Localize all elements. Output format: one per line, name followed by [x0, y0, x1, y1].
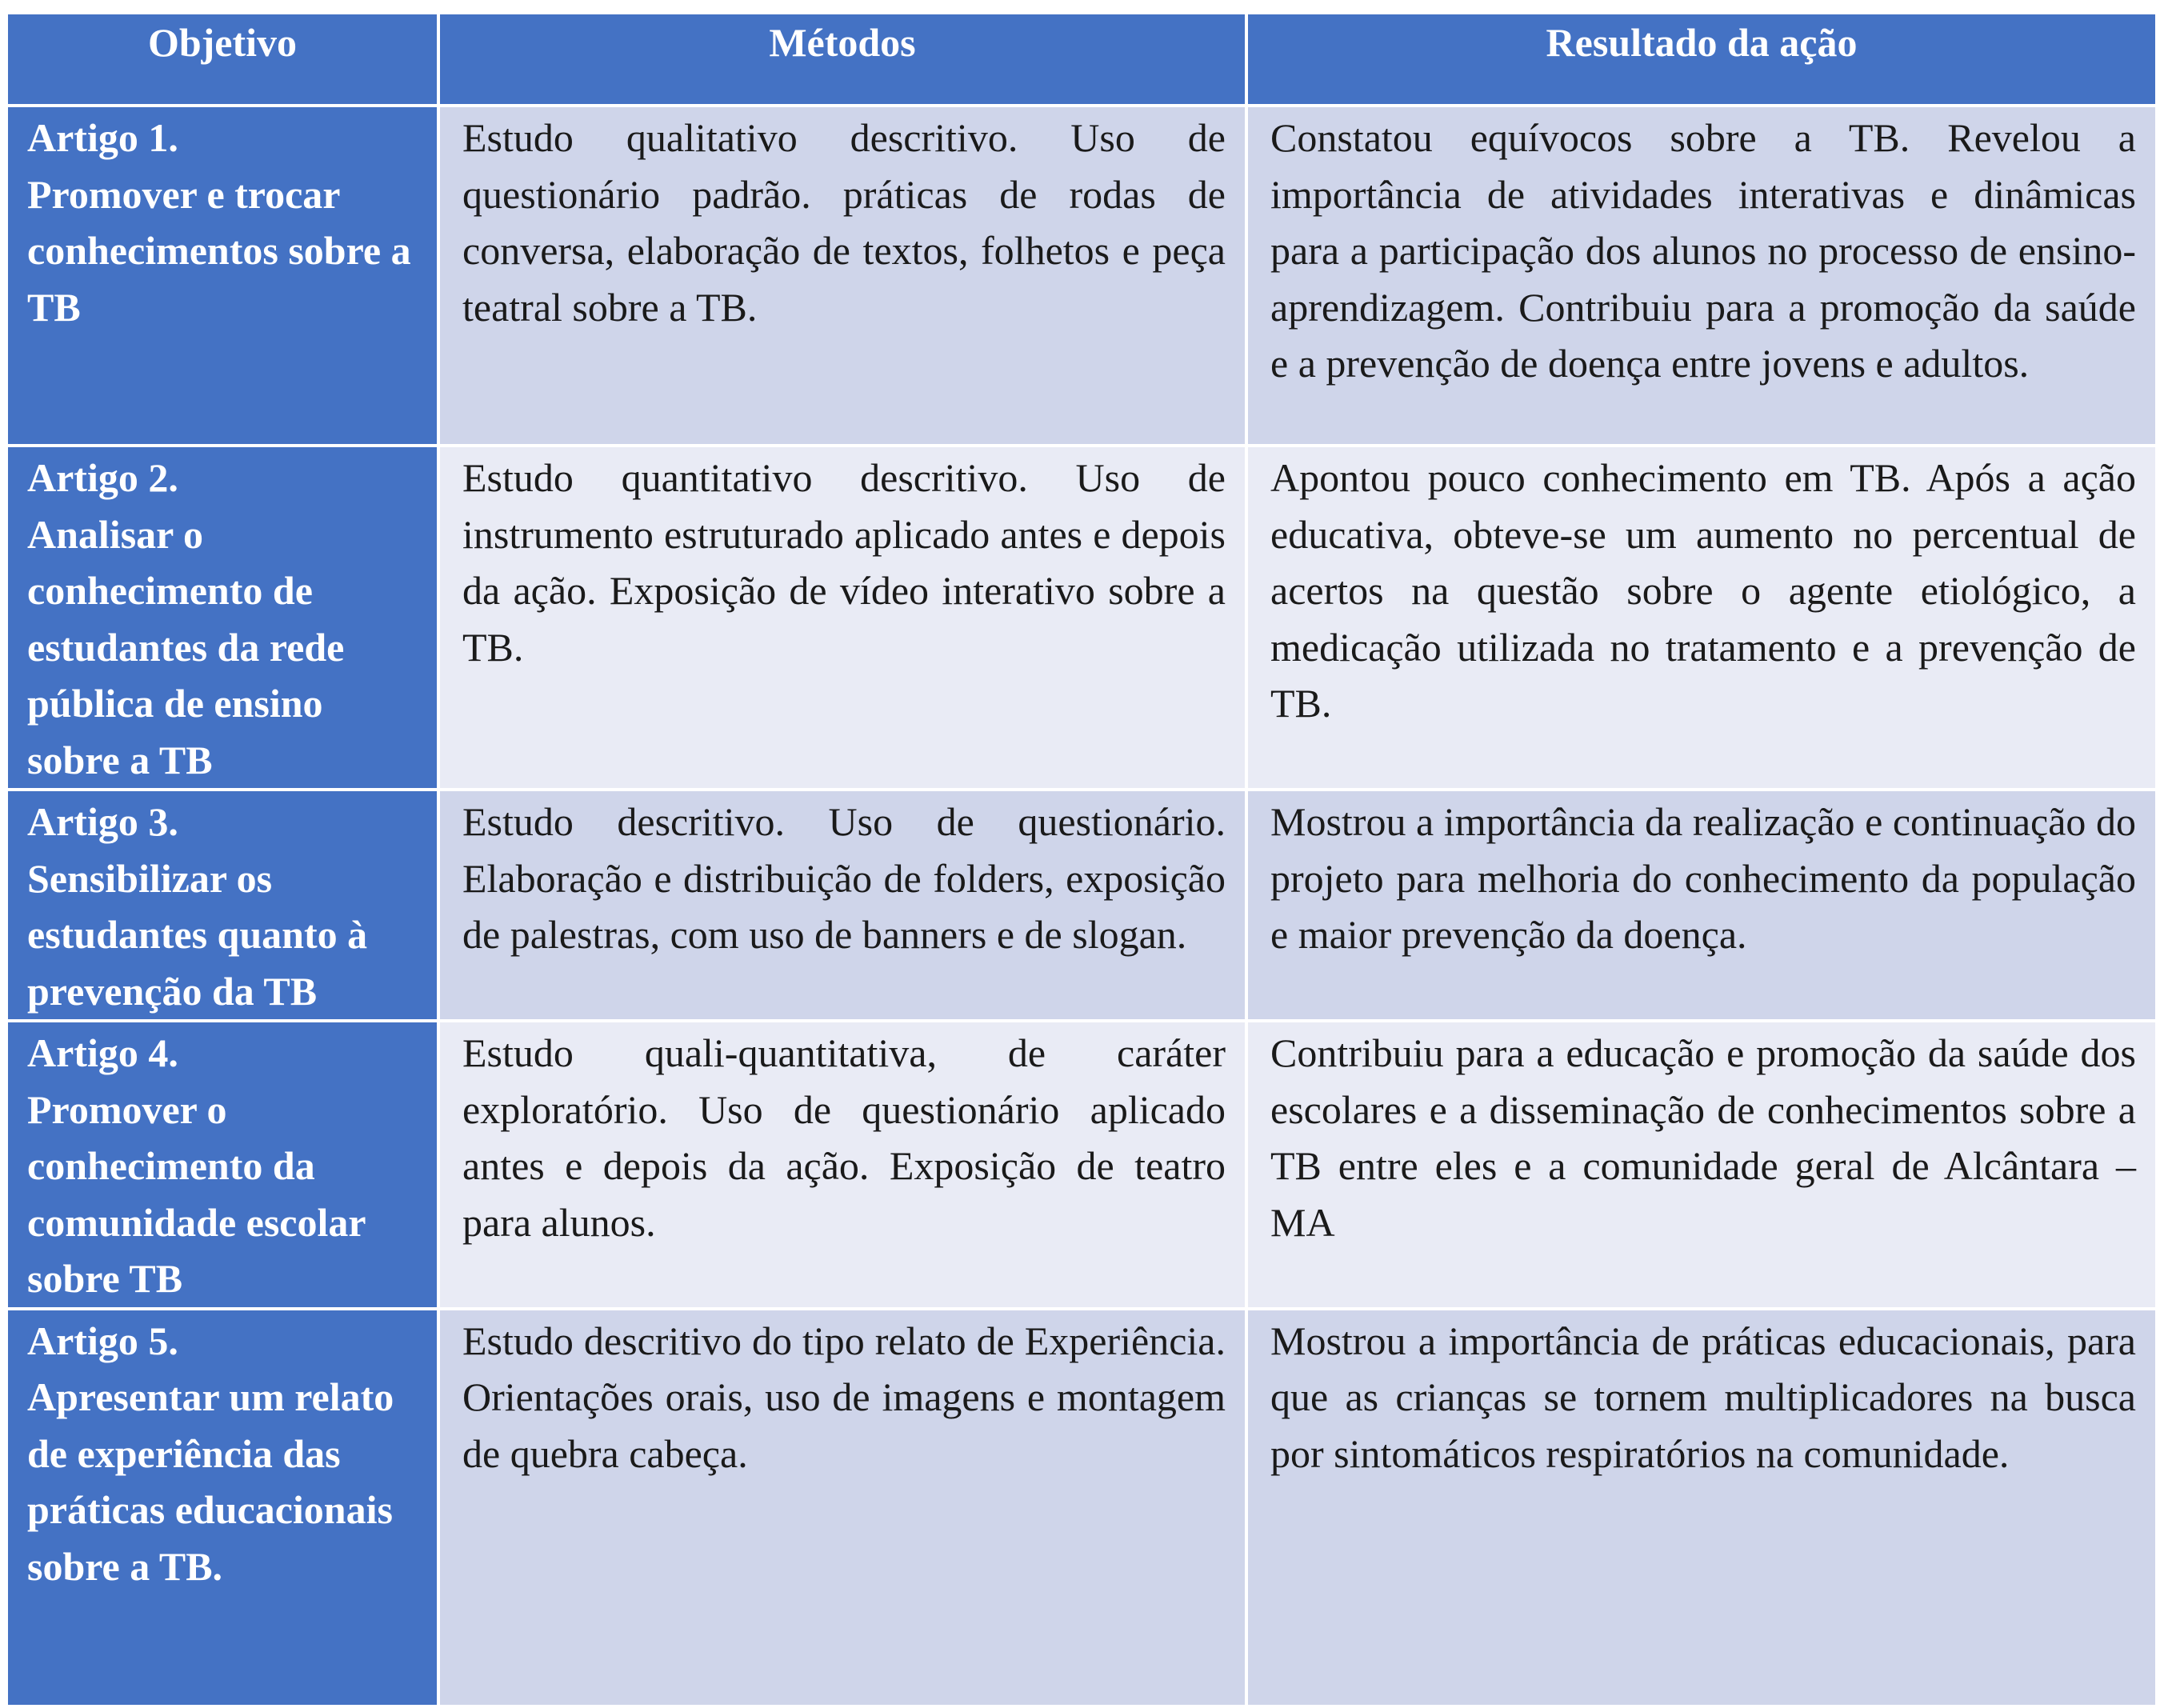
objetivo-cell: [8, 791, 437, 1019]
metodos-cell: Estudo qualitativo descritivo. Uso de questionário padrão. práticas de rodas de conversa, elaboração de textos, folhetos e peça teatral sobre a TB.: [440, 107, 1245, 444]
objetivo-text: Promover o conhecimento da comunidade escolar sobre TB: [27, 1086, 366, 1301]
objetivo-cell: [8, 447, 437, 788]
table-row: [8, 791, 2155, 1019]
artigo-label: Artigo 3.: [27, 799, 178, 844]
resultado-cell: Mostrou a importância de práticas educacionais, para que as crianças se tornem multiplicadores na busca por sintomáticos respiratórios na comunidade.: [1248, 1310, 2155, 1705]
resultado-cell: Constatou equívocos sobre a TB. Revelou a importância de atividades interativas e dinâmicas para a participação dos alunos no processo de ensino-aprendizagem. Contribuiu para a promoção da saúde e a prevenção de doença entre jovens e adultos.: [1248, 107, 2155, 444]
objetivo-text: Analisar o conhecimento de estudantes da rede pública de ensino sobre a TB: [27, 511, 345, 782]
table-row: [8, 447, 2155, 788]
resultado-cell: Apontou pouco conhecimento em TB. Após a ação educativa, obteve-se um aumento no percentual de acertos na questão sobre o agente etiológico, a medicação utilizada no tratamento e a prevenção de TB.: [1248, 447, 2155, 788]
objetivo-text: Apresentar um relato de experiência das práticas educacionais sobre a TB.: [27, 1374, 394, 1589]
metodos-cell: Estudo descritivo do tipo relato de Experiência. Orientações orais, uso de imagens e montagem de quebra cabeça.: [440, 1310, 1245, 1705]
resultado-cell: Contribuiu para a educação e promoção da saúde dos escolares e a disseminação de conhecimentos sobre a TB entre eles e a comunidade geral de Alcântara – MA: [1248, 1022, 2155, 1307]
objetivo-cell: [8, 107, 437, 444]
table-row: [8, 1310, 2155, 1705]
table-header-row: [8, 14, 2155, 104]
table-row: [8, 1022, 2155, 1307]
artigo-label: Artigo 4.: [27, 1030, 178, 1075]
articles-summary-table: [5, 11, 2158, 1708]
resultado-cell: Mostrou a importância da realização e continuação do projeto para melhoria do conhecimento da população e maior prevenção da doença.: [1248, 791, 2155, 1019]
header-metodos: Métodos: [440, 14, 1245, 104]
objetivo-cell: [8, 1310, 437, 1705]
objetivo-cell: [8, 1022, 437, 1307]
objetivo-text: Sensibilizar os estudantes quanto à prevenção da TB: [27, 855, 368, 1014]
metodos-cell: Estudo quantitativo descritivo. Uso de instrumento estruturado aplicado antes e depois da ação. Exposição de vídeo interativo sobre a TB.: [440, 447, 1245, 788]
metodos-cell: Estudo quali-quantitativa, de caráter exploratório. Uso de questionário aplicado antes e depois da ação. Exposição de teatro para alunos.: [440, 1022, 1245, 1307]
summary-table-container: [5, 11, 2155, 1708]
artigo-label: Artigo 2.: [27, 455, 178, 500]
table-row: [8, 107, 2155, 444]
artigo-label: Artigo 5.: [27, 1318, 178, 1363]
header-objetivo: Objetivo: [8, 14, 437, 104]
header-resultado: Resultado da ação: [1248, 14, 2155, 104]
metodos-cell: Estudo descritivo. Uso de questionário. Elaboração e distribuição de folders, exposição de palestras, com uso de banners e de slogan.: [440, 791, 1245, 1019]
artigo-label: Artigo 1.: [27, 115, 178, 160]
objetivo-text: Promover e trocar conhecimentos sobre a TB: [27, 171, 411, 330]
